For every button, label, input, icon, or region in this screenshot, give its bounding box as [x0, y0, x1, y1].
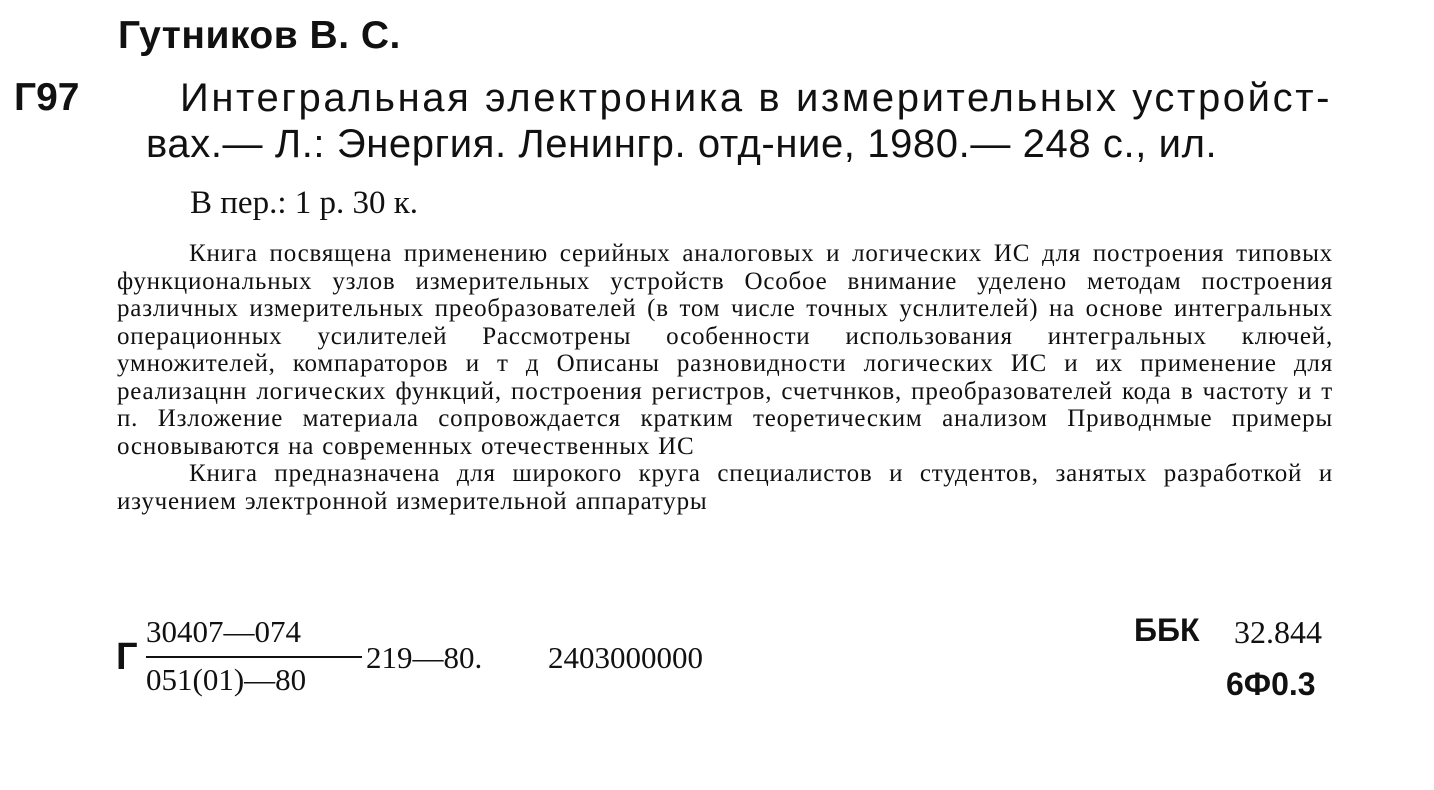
fraction-bar [146, 656, 362, 658]
udk-code: 6Ф0.3 [1226, 666, 1316, 702]
abstract [117, 240, 1333, 515]
title-line-2: вах.— Л.: Энергия. Ленингр. отд-ние, 1980.— 248 с., ил. [146, 122, 1218, 166]
bbk-label: ББК [1134, 612, 1200, 648]
classification-denominator: 051(01)—80 [146, 662, 307, 697]
classification-number: 2403000000 [548, 640, 703, 675]
author-name: Гутников В. С. [118, 14, 401, 57]
title-line-1: Интегральная электроника в измерительных устройст- [180, 76, 1333, 120]
classification-code [116, 612, 816, 702]
classification-suffix: 219—80. [366, 640, 483, 675]
classification-numerator: 30407—074 [146, 614, 301, 649]
index-code: Г97 [14, 76, 80, 119]
abstract-paragraph-1: Книга посвящена применению серийных аналоговых и логических ИС для построения типовых функциональных узлов измерительных устройств Особое внимание уделено методам построения различных измерительных преобразователей (в том числе точных уснлителей) на основе интегральных операционных усилителей Рассмотрены особенности использования интегральных ключей, умножителей, компараторов и т д Описаны разновидности логических ИС и их применение для реализацнн логических функций, построения регистров, счетчнков, преобразователей кода в частоту и т п. Изложение материала сопровождается кратким теоретическим анализом Приводнмые примеры основываются на современных отечественных ИС [117, 240, 1333, 460]
classification-letter: Г [116, 636, 138, 678]
bbk-value: 32.844 [1234, 614, 1322, 650]
price: В пер.: 1 р. 30 к. [190, 185, 419, 221]
abstract-paragraph-2: Книга предназначена для широкого круга специалистов и студентов, занятых разработкой и изучением электронной измерительной аппаратуры [117, 460, 1333, 515]
